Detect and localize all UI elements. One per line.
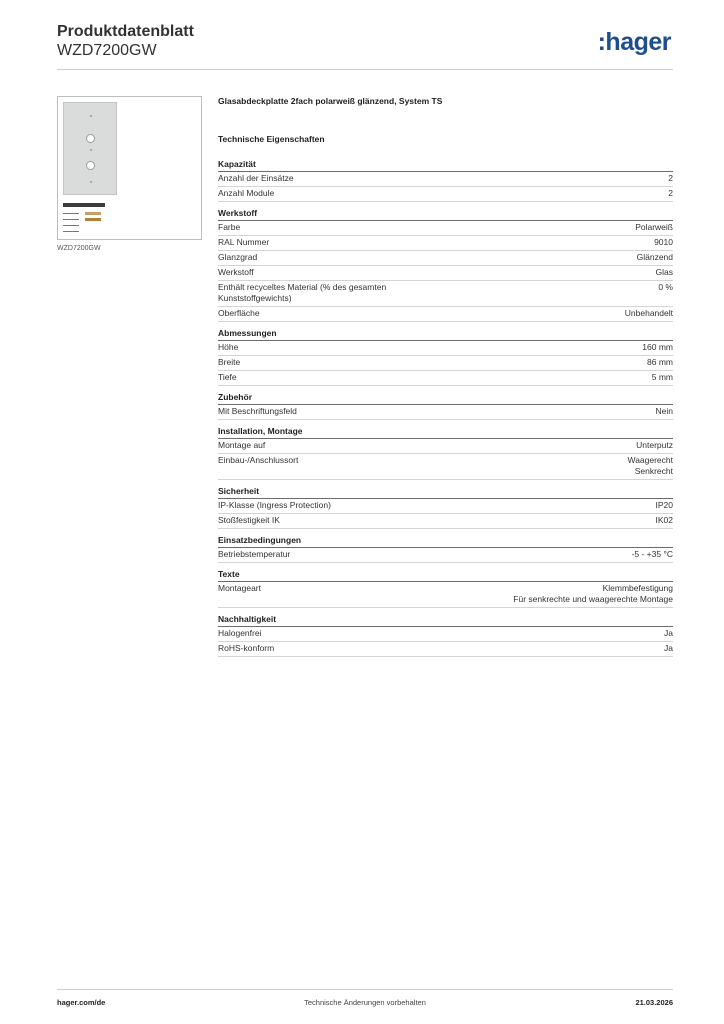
- product-code: WZD7200GW: [57, 42, 157, 59]
- spec-section: [218, 328, 673, 386]
- spec-label: Enthält recyceltes Material (% des gesamten Kunststoffgewichts): [218, 282, 387, 303]
- spec-row: [218, 356, 673, 371]
- spec-value: -5 - +35 °C: [631, 549, 673, 559]
- section-heading: Zubehör: [218, 392, 673, 405]
- spec-label: Anzahl der Einsätze: [218, 173, 294, 183]
- accessories-icon: [63, 201, 123, 237]
- spec-row: [218, 405, 673, 420]
- spec-label: Mit Beschriftungsfeld: [218, 406, 297, 416]
- spec-value: Ja: [664, 628, 673, 638]
- section-heading: Texte: [218, 569, 673, 582]
- spec-value: Klemmbefestigung Für senkrechte und waagerechte Montage: [513, 583, 673, 604]
- spec-value: Unterputz: [636, 440, 673, 450]
- spec-label: Tiefe: [218, 372, 237, 382]
- spec-section: [218, 426, 673, 480]
- spec-value: Glänzend: [636, 252, 673, 262]
- spec-label: Betriebstemperatur: [218, 549, 291, 559]
- section-heading: Installation, Montage: [218, 426, 673, 439]
- footer-website[interactable]: hager.com/de: [57, 998, 106, 1007]
- spec-row: [218, 499, 673, 514]
- page-header: [57, 22, 673, 70]
- spec-row: [218, 341, 673, 356]
- spec-value: 2: [668, 173, 673, 183]
- spec-label: Farbe: [218, 222, 241, 232]
- section-heading: Sicherheit: [218, 486, 673, 499]
- spec-value: IP20: [655, 500, 673, 510]
- spec-value: 160 mm: [642, 342, 673, 352]
- spec-label: IP-Klasse (Ingress Protection): [218, 500, 331, 510]
- product-image: [57, 96, 202, 240]
- spec-label: Höhe: [218, 342, 239, 352]
- section-heading: Nachhaltigkeit: [218, 614, 673, 627]
- tech-heading: Technische Eigenschaften: [218, 134, 325, 144]
- spec-section: [218, 392, 673, 420]
- section-heading: Werkstoff: [218, 208, 673, 221]
- spec-value: Waagerecht Senkrecht: [627, 455, 673, 476]
- spec-section: [218, 159, 673, 202]
- spec-row: [218, 221, 673, 236]
- spec-content: [218, 96, 673, 663]
- spec-label: Montage auf: [218, 440, 266, 450]
- image-caption: WZD7200GW: [57, 245, 101, 252]
- spec-section: [218, 208, 673, 322]
- spec-row: [218, 371, 673, 386]
- spec-value: 0 %: [658, 282, 673, 292]
- spec-label: Oberfläche: [218, 308, 260, 318]
- section-heading: Abmessungen: [218, 328, 673, 341]
- spec-row: [218, 514, 673, 529]
- spec-label: Breite: [218, 357, 241, 367]
- spec-row: [218, 627, 673, 642]
- hager-logo: :hager: [597, 28, 671, 56]
- spec-row: [218, 439, 673, 454]
- spec-row: [218, 307, 673, 322]
- spec-value: 9010: [654, 237, 673, 247]
- spec-label: Stoßfestigkeit IK: [218, 515, 280, 525]
- spec-label: RoHS-konform: [218, 643, 275, 653]
- spec-value: Polarweiß: [635, 222, 673, 232]
- spec-value: Glas: [655, 267, 673, 277]
- spec-section: [218, 486, 673, 529]
- spec-value: 2: [668, 188, 673, 198]
- cover-plate-icon: [63, 102, 117, 195]
- spec-row: [218, 187, 673, 202]
- spec-label: RAL Nummer: [218, 237, 270, 247]
- section-heading: Einsatzbedingungen: [218, 535, 673, 548]
- spec-value: Ja: [664, 643, 673, 653]
- spec-label: Einbau-/Anschlussort: [218, 455, 299, 465]
- spec-row: [218, 236, 673, 251]
- spec-label: Montageart: [218, 583, 261, 593]
- spec-row: [218, 582, 673, 608]
- spec-label: Anzahl Module: [218, 188, 275, 198]
- spec-value: Nein: [655, 406, 673, 416]
- document-title: Produktdatenblatt: [57, 23, 194, 40]
- page-footer: [57, 989, 673, 1013]
- spec-label: Halogenfrei: [218, 628, 262, 638]
- spec-row: [218, 281, 673, 307]
- spec-value: 5 mm: [651, 372, 673, 382]
- spec-section: [218, 569, 673, 608]
- spec-row: [218, 266, 673, 281]
- spec-label: Werkstoff: [218, 267, 254, 277]
- spec-row: [218, 548, 673, 563]
- spec-row: [218, 251, 673, 266]
- spec-sections: [218, 159, 673, 657]
- spec-value: IK02: [655, 515, 673, 525]
- product-title: Glasabdeckplatte 2fach polarweiß glänzend, System TS: [218, 96, 443, 106]
- spec-value: 86 mm: [647, 357, 673, 367]
- spec-section: [218, 614, 673, 657]
- footer-note: Technische Änderungen vorbehalten: [304, 998, 426, 1007]
- footer-date: 21.03.2026: [635, 998, 673, 1007]
- spec-section: [218, 535, 673, 563]
- spec-label: Glanzgrad: [218, 252, 258, 262]
- spec-value: Unbehandelt: [624, 308, 673, 318]
- spec-row: [218, 642, 673, 657]
- spec-row: [218, 172, 673, 187]
- section-heading: Kapazität: [218, 159, 673, 172]
- spec-row: [218, 454, 673, 480]
